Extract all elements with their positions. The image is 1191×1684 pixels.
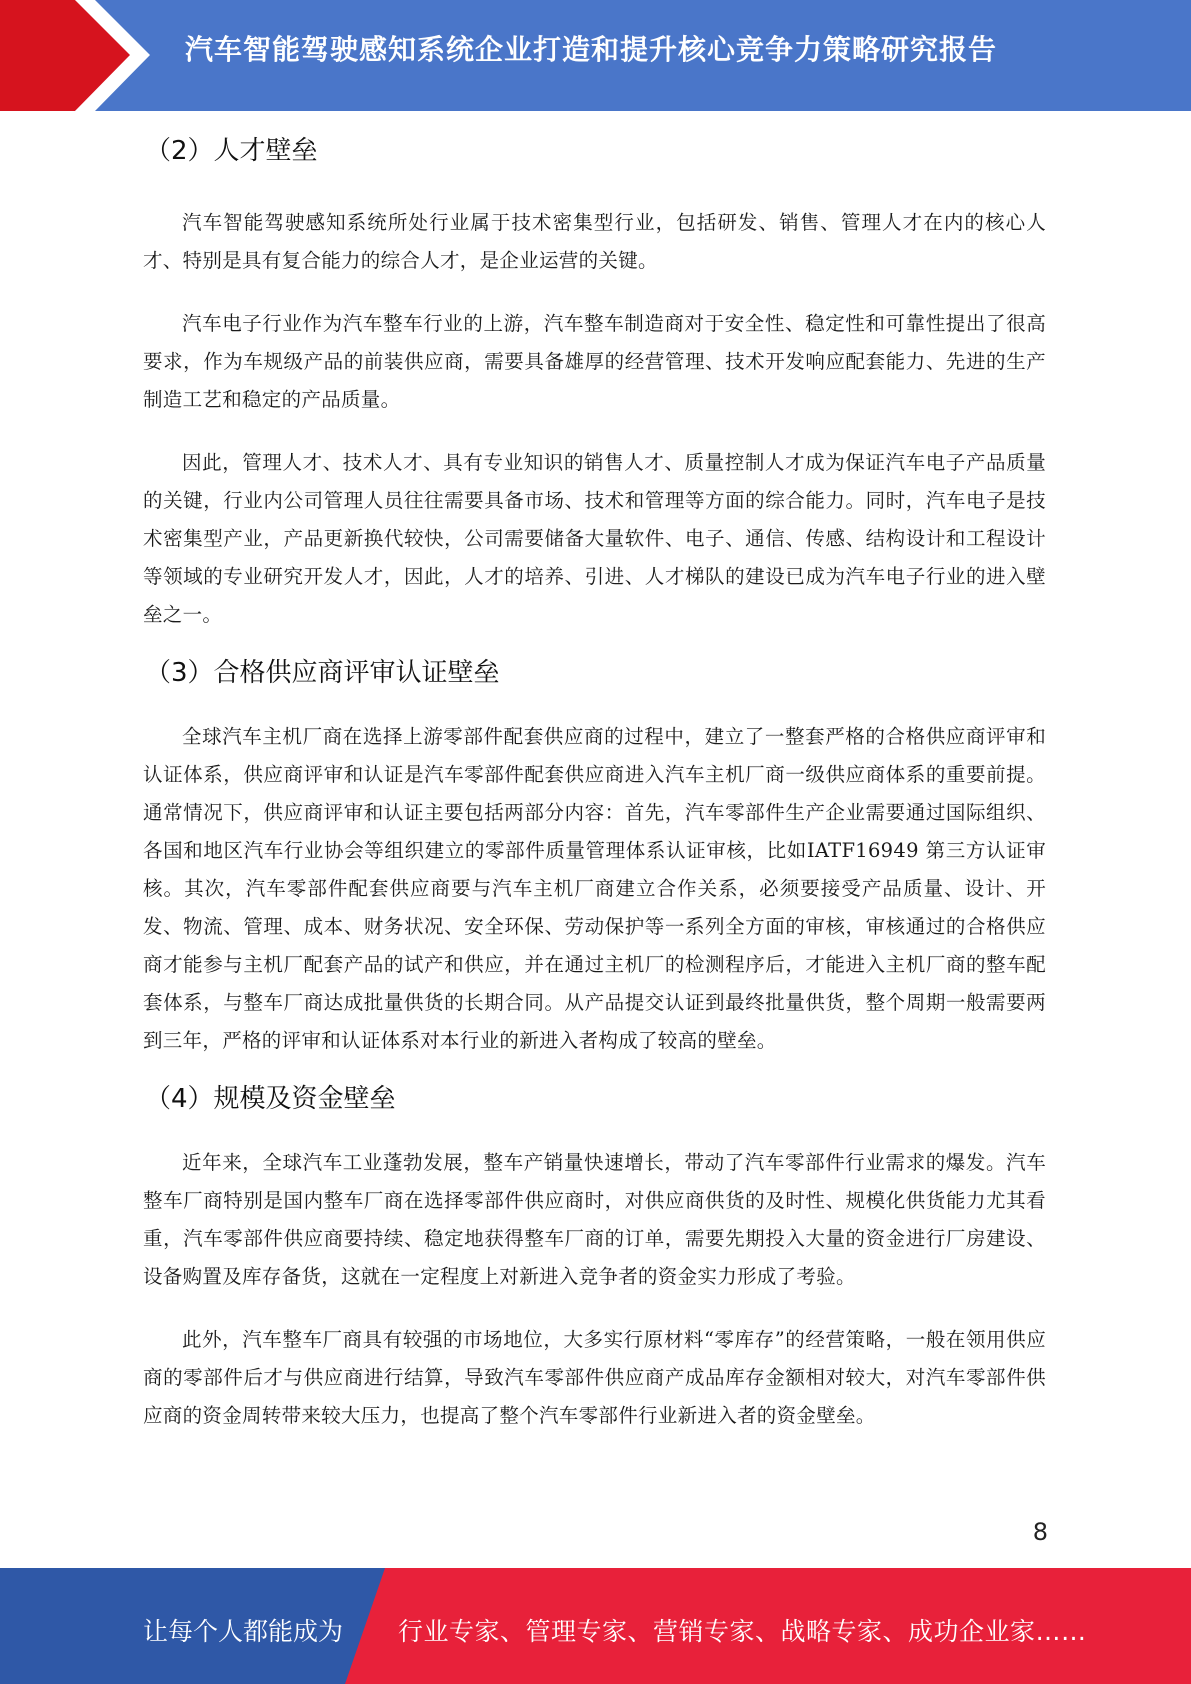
section-heading-talent: （2）人才壁垒 (145, 136, 318, 166)
paragraph: 近年来，全球汽车工业蓬勃发展，整车产销量快速增长，带动了汽车零部件行业需求的爆发。汽车整车厂商特别是国内整车厂商在选择零部件供应商时，对供应商供货的及时性、规模化供货能力尤其看重，汽车零部件供应商要持续、稳定地获得整车厂商的订单，需要先期投入大量的资金进行厂房建设、设备购置及库存备货，这就在一定程度上对新进入竞争者的资金实力形成了考验。 (143, 1151, 1046, 1288)
footer-slogan-left: 让每个人都能成为 (143, 1617, 344, 1646)
paragraph: 汽车智能驾驶感知系统所处行业属于技术密集型行业，包括研发、销售、管理人才在内的核心人才、特别是具有复合能力的综合人才，是企业运营的关键。 (143, 211, 1046, 272)
paragraph: 全球汽车主机厂商在选择上游零部件配套供应商的过程中，建立了一整套严格的合格供应商评审和认证体系，供应商评审和认证是汽车零部件配套供应商进入汽车主机厂商一级供应商体系的重要前提。通常情况下，供应商评审和认证主要包括两部分内容：首先，汽车零部件生产企业需要通过国际组织、各国和地区汽车行业协会等组织建立的零部件质量管理体系认证审核，比如IATF16949 第三方认证审核。其次，汽车零部件配套供应商要与汽车主机厂商建立合作关系，必须要接受产品质量、设计、开发、物流、管理、成本、财务状况、安全环保、劳动保护等一系列全方面的审核，审核通过的合格供应商才能参与主机厂配套产品的试产和供应，并在通过主机厂的检测程序后，才能进入主机厂商的整车配套体系，与整车厂商达成批量供货的长期合同。从产品提交认证到最终批量供货，整个周期一般需要两到三年，严格的评审和认证体系对本行业的新进入者构成了较高的壁垒。 (143, 725, 1046, 1052)
page-header (0, 0, 1191, 111)
document-body (143, 120, 1046, 1435)
paragraph: 汽车电子行业作为汽车整车行业的上游，汽车整车制造商对于安全性、稳定性和可靠性提出了很高要求，作为车规级产品的前装供应商，需要具备雄厚的经营管理、技术开发响应配套能力、先进的生产制造工艺和稳定的产品质量。 (143, 312, 1046, 411)
paragraph: 此外，汽车整车厂商具有较强的市场地位，大多实行原材料“零库存”的经营策略，一般在领用供应商的零部件后才与供应商进行结算，导致汽车零部件供应商产成品库存金额相对较大，对汽车零部件供应商的资金周转带来较大压力，也提高了整个汽车零部件行业新进入者的资金壁垒。 (143, 1328, 1046, 1427)
page-number: 8 (1032, 1518, 1048, 1546)
report-title: 汽车智能驾驶感知系统企业打造和提升核心竞争力策略研究报告 (185, 33, 998, 66)
section-heading-scale-capital: （4）规模及资金壁垒 (145, 1084, 396, 1114)
section-heading-supplier-certification: （3）合格供应商评审认证壁垒 (145, 658, 500, 688)
page-footer (0, 1568, 1191, 1684)
footer-slogan-right: 行业专家、管理专家、营销专家、战略专家、成功企业家…… (398, 1617, 1087, 1646)
header-red-chevron (0, 0, 140, 111)
paragraph: 因此，管理人才、技术人才、具有专业知识的销售人才、质量控制人才成为保证汽车电子产品质量的关键，行业内公司管理人员往往需要具备市场、技术和管理等方面的综合能力。同时，汽车电子是技术密集型产业，产品更新换代较快，公司需要储备大量软件、电子、通信、传感、结构设计和工程设计等领域的专业研究开发人才，因此，人才的培养、引进、人才梯队的建设已成为汽车电子行业的进入壁垒之一。 (143, 451, 1046, 626)
